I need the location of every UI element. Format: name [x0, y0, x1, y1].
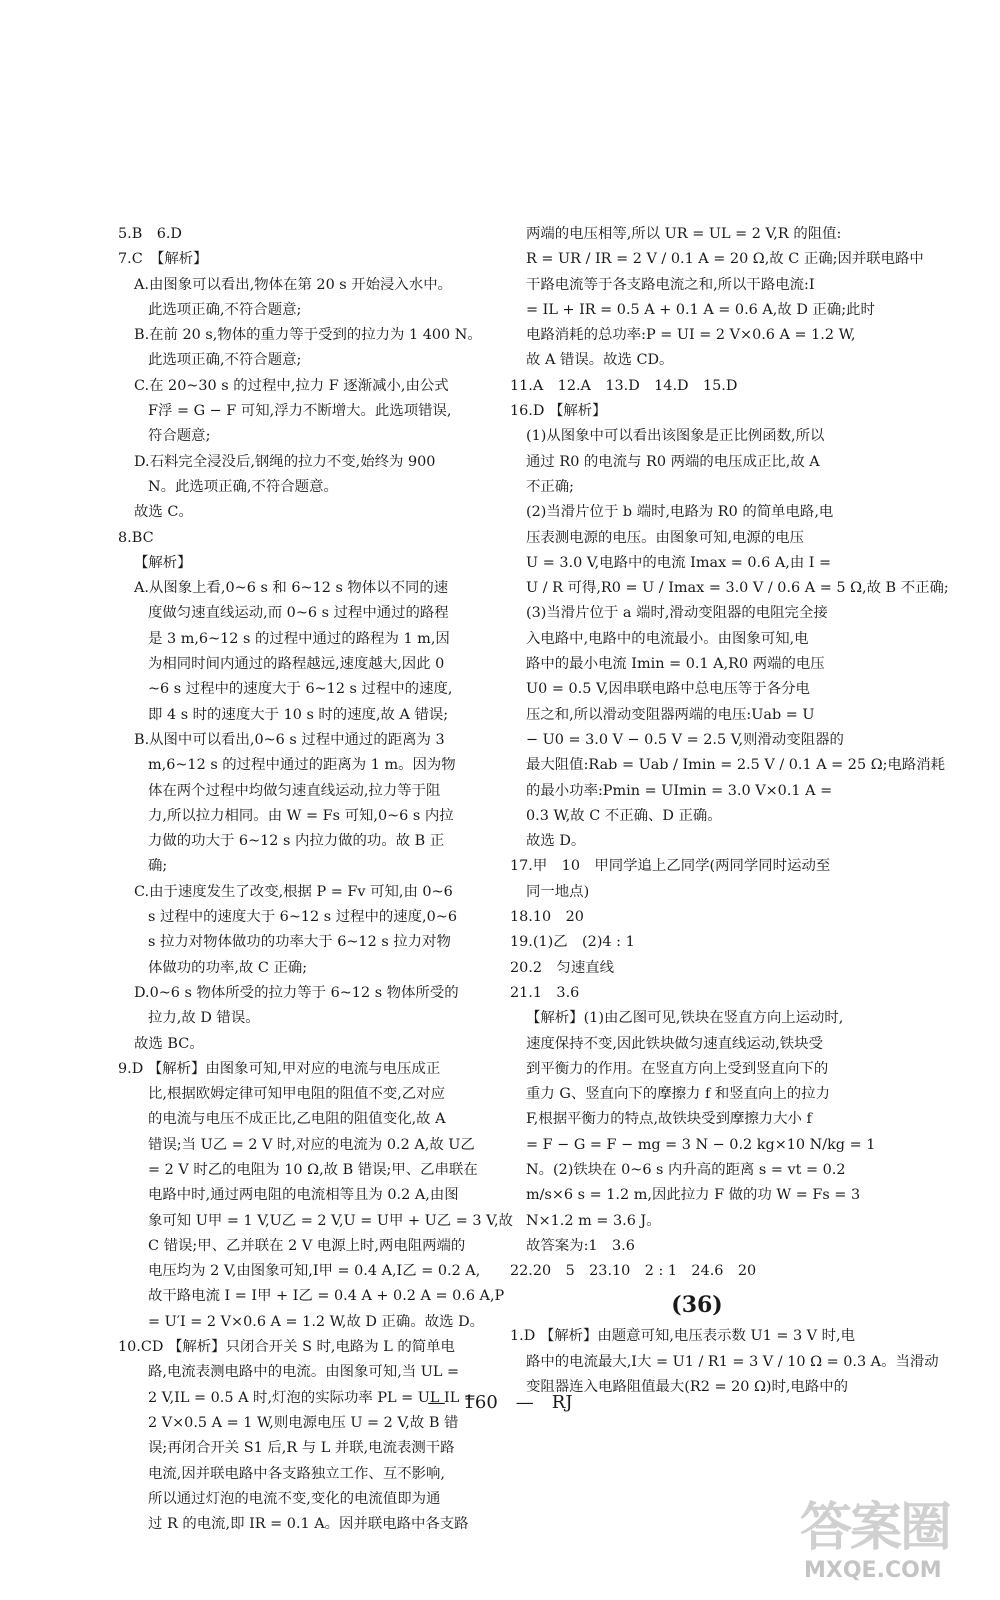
text-line: 电流,因并联电路中各支路独立工作、互不影响, [148, 1465, 445, 1482]
text-line: = U′I = 2 V×0.6 A = 1.2 W,故 D 正确。故选 D。 [148, 1313, 485, 1330]
text-line: 9.D 【解析】由图象可知,甲对应的电流与电压成正 [118, 1060, 441, 1077]
text-line: 故 A 错误。故选 CD。 [526, 352, 674, 369]
text-line: 同一地点) [526, 883, 590, 900]
text-line: N。(2)铁块在 0~6 s 内升高的距离 s = vt = 0.2 [526, 1161, 846, 1178]
text-line: s 过程中的速度大于 6~12 s 过程中的速度,0~6 [148, 909, 458, 926]
text-line: 入电路中,电路中的电流最小。由图象可知,电 [526, 630, 809, 647]
text-line: 是 3 m,6~12 s 的过程中通过的路程为 1 m,因 [148, 630, 450, 647]
text-line: B.从图中可以看出,0~6 s 过程中通过的距离为 3 [134, 731, 445, 748]
text-line: 为相同时间内通过的路程越远,速度越大,因此 0 [148, 656, 445, 673]
text-line: 电路中时,通过两电阻的电流相等且为 0.2 A,由图 [148, 1187, 459, 1204]
text-line: 两端的电压相等,所以 UR = UL = 2 V,R 的阻值: [526, 226, 842, 242]
text-line: 1.D 【解析】由题意可知,电压表示数 U1 = 3 V 时,电 [510, 1328, 856, 1345]
text-line: 体在两个过程中均做匀速直线运动,拉力等于阻 [148, 782, 441, 799]
text-line: 故选 D。 [526, 833, 586, 850]
text-line: 即 4 s 时的速度大于 10 s 时的速度,故 A 错误; [148, 706, 449, 723]
text-line: 体做功的功率,故 C 正确; [148, 959, 308, 976]
text-line: 8.BC [118, 529, 154, 546]
text-line: 16.D 【解析】 [510, 403, 607, 420]
text-line: 过 R 的电流,即 IR = 0.1 A。因并联电路中各支路 [148, 1516, 469, 1533]
text-line: 2 V×0.5 A = 1 W,则电源电压 U = 2 V,故 B 错 [148, 1414, 459, 1431]
text-line: 的电流与电压不成正比,乙电阻的阻值变化,故 A [148, 1111, 446, 1128]
text-line: 的最小功率:Pmin = UImin = 3.0 V×0.1 A = [526, 782, 833, 799]
text-line: C.在 20~30 s 的过程中,拉力 F 逐渐减小,由公式 [134, 377, 449, 394]
text-line: ~6 s 过程中的速度大于 6~12 s 过程中的速度, [148, 681, 453, 698]
text-line: 2 V,IL = 0.5 A 时,灯泡的实际功率 PL = UL IL = [148, 1389, 476, 1406]
text-line: (2)当滑片位于 b 端时,电路为 R0 的简单电路,电 [526, 504, 834, 521]
watermark-text: 答案圈 [800, 1498, 951, 1558]
text-line: 确; [148, 858, 168, 875]
text-line: A.由图象可以看出,物体在第 20 s 开始浸入水中。 [134, 276, 452, 293]
text-line: U0 = 0.5 V,因串联电路中总电压等于各分电 [526, 681, 810, 698]
text-line: 力做的功大于 6~12 s 内拉力做的功。故 B 正 [148, 833, 445, 850]
text-line: 7.C 【解析】 [118, 251, 208, 268]
text-line: 拉力,故 D 错误。 [148, 1010, 260, 1027]
text-line: 20.2 匀速直线 [510, 959, 614, 976]
text-line: s 拉力对物体做功的功率大于 6~12 s 拉力对物 [148, 934, 451, 951]
text-line: 力,所以拉力相同。由 W = Fs 可知,0~6 s 内拉 [148, 807, 454, 824]
text-line: = IL + IR = 0.5 A + 0.1 A = 0.6 A,故 D 正确;此时 [526, 301, 875, 318]
text-line: 【解析】(1)由乙图可见,铁块在竖直方向上运动时, [526, 1010, 844, 1027]
text-line: U = 3.0 V,电路中的电流 Imax = 0.6 A,由 I = [526, 554, 832, 571]
text-line: 干路电流等于各支路电流之和,所以干路电流:I [526, 276, 815, 293]
text-line: 5.B 6.D [118, 226, 182, 242]
right-column-upper [510, 222, 949, 1284]
text-line: N。此选项正确,不符合题意。 [148, 478, 338, 495]
text-line: 不正确; [526, 478, 575, 495]
right-column [510, 222, 949, 1400]
text-line: m/s×6 s = 1.2 m,因此拉力 F 做的功 W = Fs = 3 [526, 1187, 861, 1204]
text-line: N×1.2 m = 3.6 J。 [526, 1212, 661, 1229]
text-line: 故选 C。 [134, 504, 193, 521]
text-line: R = UR / IR = 2 V / 0.1 A = 20 Ω,故 C 正确;因并联电路中 [526, 251, 924, 268]
text-line: 故答案为:1 3.6 [526, 1237, 635, 1254]
text-line: 误;再闭合开关 S1 后,R 与 L 并联,电流表测干路 [148, 1440, 455, 1457]
text-line: 到平衡力的作用。在竖直方向上受到竖直向下的 [526, 1060, 829, 1077]
text-line: 象可知 U甲 = 1 V,U乙 = 2 V,U = U甲 + U乙 = 3 V,故 [148, 1212, 513, 1229]
text-line: 故选 BC。 [134, 1035, 204, 1052]
text-line: 10.CD 【解析】只闭合开关 S 时,电路为 L 的简单电 [118, 1339, 455, 1356]
text-line: B.在前 20 s,物体的重力等于受到的拉力为 1 400 N。 [134, 327, 482, 344]
text-line: 【解析】 [134, 554, 192, 571]
text-line: C 错误;甲、乙并联在 2 V 电源上时,两电阻两端的 [148, 1237, 466, 1254]
text-line: D.石料完全浸没后,钢绳的拉力不变,始终为 900 [134, 453, 436, 470]
text-line: 比,根据欧姆定律可知甲电阻的阻值不变,乙对应 [148, 1086, 445, 1103]
left-column [118, 222, 513, 1537]
text-line: 11.A 12.A 13.D 14.D 15.D [510, 377, 738, 394]
text-line: 度做匀速直线运动,而 0~6 s 过程中通过的路程 [148, 605, 449, 622]
text-line: F,根据平衡力的特点,故铁块受到摩擦力大小 f [526, 1111, 812, 1128]
page-number-footer: — 160 — RJ [427, 1392, 573, 1413]
text-line: = F − G = F − mg = 3 N − 0.2 kg×10 N/kg = 1 [526, 1136, 876, 1153]
text-line: (3)当滑片位于 a 端时,滑动变阻器的电阻完全接 [526, 605, 828, 622]
text-line: 18.10 20 [510, 909, 584, 926]
text-line: 此选项正确,不符合题意; [148, 352, 302, 369]
text-line: C.由于速度发生了改变,根据 P = Fv 可知,由 0~6 [134, 883, 453, 900]
text-line: 22.20 5 23.10 2 : 1 24.6 20 [510, 1263, 757, 1280]
text-line: 变阻器连入电路阻值最大(R2 = 20 Ω)时,电路中的 [526, 1379, 849, 1396]
text-line: 19.(1)乙 (2)4 : 1 [510, 934, 635, 951]
section-title: (36) [671, 1292, 723, 1319]
text-line: 符合题意; [148, 428, 211, 445]
text-line: 21.1 3.6 [510, 984, 580, 1001]
text-line: − U0 = 3.0 V − 0.5 V = 2.5 V,则滑动变阻器的 [526, 731, 844, 748]
text-line: (1)从图象中可以看出该图象是正比例函数,所以 [526, 428, 825, 445]
text-line: 通过 R0 的电流与 R0 两端的电压成正比,故 A [526, 453, 820, 470]
text-line: 速度保持不变,因此铁块做匀速直线运动,铁块受 [526, 1035, 823, 1052]
text-line: 此选项正确,不符合题意; [148, 301, 302, 318]
text-line: 压表测电源的电压。由图象可知,电源的电压 [526, 529, 804, 546]
text-line: = 2 V 时乙的电阻为 10 Ω,故 B 错误;甲、乙串联在 [148, 1161, 478, 1178]
text-line: 压之和,所以滑动变阻器两端的电压:Uab = U [526, 706, 815, 723]
text-line: A.从图象上看,0~6 s 和 6~12 s 物体以不同的速 [134, 580, 449, 597]
text-line: 电路消耗的总功率:P = UI = 2 V×0.6 A = 1.2 W, [526, 327, 856, 344]
text-line: 最大阻值:Rab = Uab / Imin = 2.5 V / 0.1 A = 25 Ω;电路消耗 [526, 757, 946, 774]
text-line: 错误;当 U乙 = 2 V 时,对应的电流为 0.2 A,故 U乙 [148, 1136, 475, 1153]
text-line: 17.甲 10 甲同学追上乙同学(两同学同时运动至 [510, 858, 831, 875]
text-line: 电压均为 2 V,由图象可知,I甲 = 0.4 A,I乙 = 0.2 A, [148, 1263, 481, 1280]
text-line: 所以通过灯泡的电流不变,变化的电流值即为通 [148, 1490, 441, 1507]
text-line: 路中的电流最大,I大 = U1 / R1 = 3 V / 10 Ω = 0.3 A。当滑动 [526, 1353, 939, 1370]
text-line: D.0~6 s 物体所受的拉力等于 6~12 s 物体所受的 [134, 984, 459, 1001]
text-line: 重力 G、竖直向下的摩擦力 f 和竖直向上的拉力 [526, 1086, 830, 1103]
text-line: 路,电流表测电路中的电流。由图象可知,当 UL = [148, 1364, 460, 1381]
watermark-logo [800, 1500, 985, 1592]
text-line: 0.3 W,故 C 不正确、D 正确。 [526, 807, 722, 824]
text-line: 故干路电流 I = I甲 + I乙 = 0.4 A + 0.2 A = 0.6 A,P [148, 1288, 505, 1305]
text-line: U / R 可得,R0 = U / Imax = 3.0 V / 0.6 A = 5 Ω,故 B 不正确; [526, 580, 949, 597]
watermark-domain: MXQE.COM [804, 1558, 942, 1583]
text-line: F浮 = G − F 可知,浮力不断增大。此选项错误, [148, 403, 452, 420]
text-line: m,6~12 s 的过程中通过的距离为 1 m。因为物 [148, 757, 456, 774]
text-line: 路中的最小电流 Imin = 0.1 A,R0 两端的电压 [526, 656, 825, 673]
